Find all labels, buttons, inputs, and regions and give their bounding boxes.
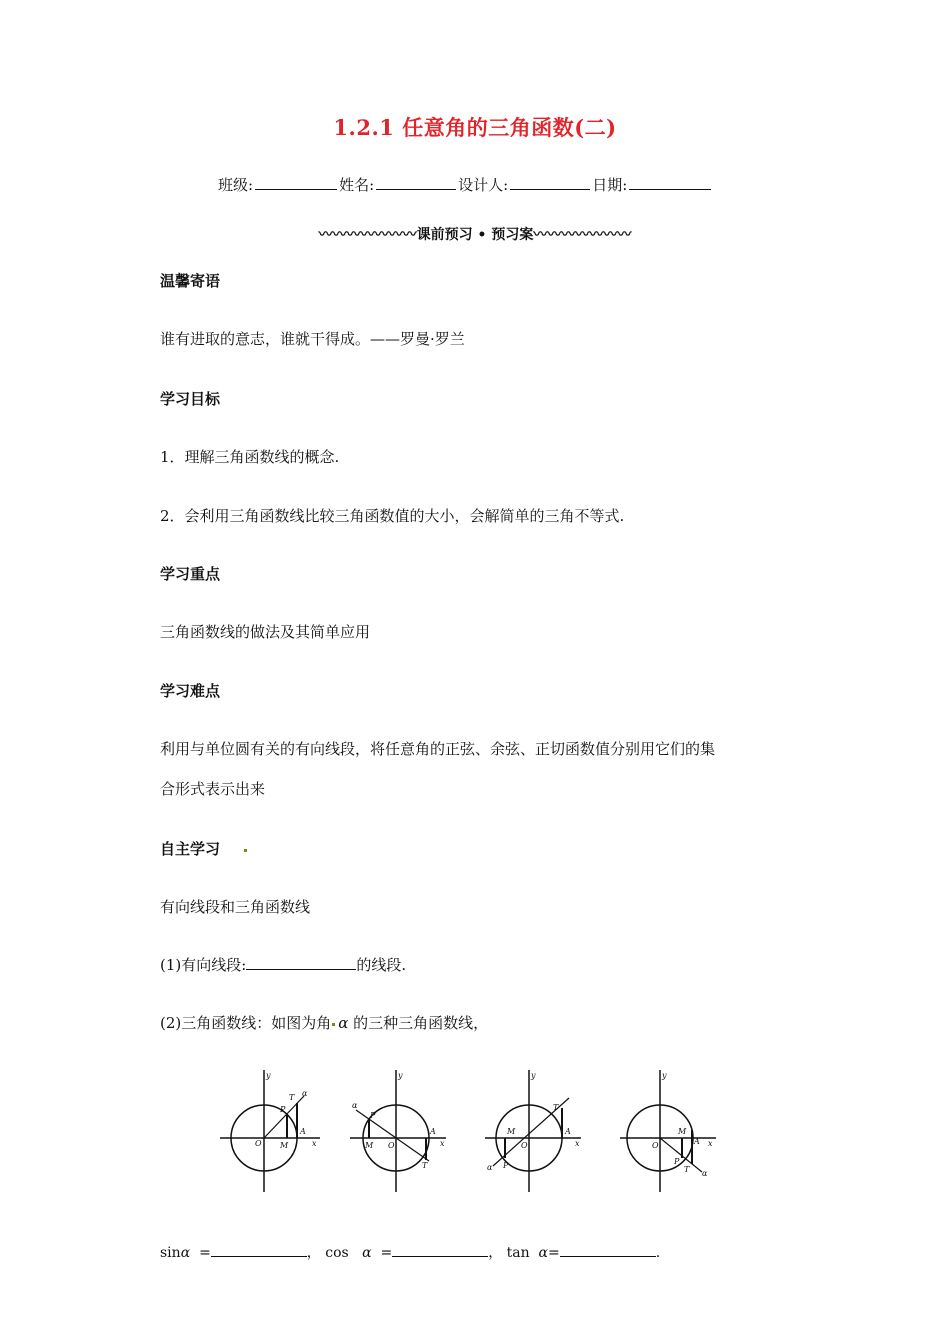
label-y: y <box>531 1071 536 1080</box>
label-y: y <box>398 1071 403 1080</box>
label-alpha: α <box>487 1163 493 1172</box>
cos-blank[interactable] <box>392 1242 488 1257</box>
label-o: O <box>388 1141 395 1150</box>
label-o: O <box>255 1139 262 1148</box>
greeting-text: 谁有进取的意志，谁就干得成。——罗曼·罗兰 <box>160 330 465 348</box>
difficulty-text-2: 合形式表示出来 <box>160 780 266 798</box>
difficulty-heading: 学习难点 <box>160 682 221 700</box>
label-m: M <box>678 1127 687 1136</box>
marker-dot <box>244 849 247 852</box>
figure-quadrant-2-svg <box>350 1068 460 1194</box>
label-m: M <box>365 1141 374 1150</box>
label-p: P <box>280 1105 286 1114</box>
designer-label: 设计人: <box>458 176 509 194</box>
goal-2: 2．会利用三角函数线比较三角函数值的大小，会解简单的三角不等式. <box>160 507 625 525</box>
date-label: 日期: <box>592 176 628 194</box>
tan-blank[interactable] <box>560 1242 656 1257</box>
difficulty-text-1: 利用与单位圆有关的有向线段，将任意角的正弦、余弦、正切函数值分别用它们的集 <box>160 740 716 758</box>
self-study-intro: 有向线段和三角函数线 <box>160 898 311 916</box>
item-2 <box>160 1012 488 1033</box>
label-t: T <box>553 1103 559 1112</box>
item-2-suffix: 的三种三角函数线， <box>348 1014 489 1032</box>
sin-label: sin <box>160 1245 181 1261</box>
figure-quadrant-4 <box>620 1068 730 1198</box>
class-label: 班级: <box>218 176 254 194</box>
label-alpha: α <box>702 1169 708 1178</box>
figure-quadrant-3-svg <box>485 1068 595 1194</box>
label-o: O <box>521 1141 528 1150</box>
figure-quadrant-3 <box>485 1068 595 1198</box>
label-a: A <box>430 1127 436 1136</box>
sep-2: ， <box>488 1245 503 1261</box>
tan-eq: = <box>548 1245 560 1261</box>
greeting-heading: 温馨寄语 <box>160 272 221 290</box>
label-p: P <box>503 1161 509 1170</box>
cos-eq: = <box>380 1245 393 1261</box>
item-1 <box>160 954 406 975</box>
tan-label: tan <box>506 1245 530 1261</box>
label-alpha: α <box>352 1101 358 1110</box>
key-text: 三角函数线的做法及其简单应用 <box>160 623 371 641</box>
info-line <box>218 174 713 195</box>
label-x: x <box>312 1139 317 1148</box>
figure-quadrant-1 <box>220 1068 330 1198</box>
label-p: P <box>674 1157 680 1166</box>
label-x: x <box>708 1139 713 1148</box>
figure-quadrant-2 <box>350 1068 460 1198</box>
key-heading: 学习重点 <box>160 565 221 583</box>
label-o: O <box>652 1141 659 1150</box>
label-a: A <box>300 1127 306 1136</box>
label-t: T <box>422 1161 428 1170</box>
label-t: T <box>289 1093 295 1102</box>
self-study-heading <box>160 838 247 859</box>
date-blank[interactable] <box>629 175 711 190</box>
goals-heading: 学习目标 <box>160 390 221 408</box>
formula-line <box>160 1242 660 1262</box>
item-2-alpha: α <box>338 1014 349 1032</box>
marker-dot-2 <box>332 1023 335 1026</box>
label-y: y <box>266 1071 271 1080</box>
tan-alpha: α <box>538 1245 549 1261</box>
label-a: A <box>565 1127 571 1136</box>
label-t: T <box>684 1165 690 1174</box>
sep-1: ， <box>306 1245 321 1261</box>
figure-quadrant-4-svg <box>620 1068 730 1194</box>
sin-blank[interactable] <box>211 1242 307 1257</box>
label-x: x <box>440 1139 445 1148</box>
cos-alpha: α <box>362 1245 372 1261</box>
section-banner: 〰〰〰〰〰〰〰课前预习 • 预习案〰〰〰〰〰〰〰 <box>318 227 632 243</box>
item-1-suffix: 的线段. <box>356 956 407 974</box>
goal-1: 1．理解三角函数线的概念. <box>160 448 340 466</box>
sin-alpha: α <box>180 1245 191 1261</box>
figure-quadrant-1-svg <box>220 1068 330 1194</box>
label-p: P <box>370 1111 376 1120</box>
label-a: A <box>694 1137 700 1146</box>
label-x: x <box>575 1139 580 1148</box>
sin-eq: = <box>199 1245 211 1261</box>
designer-blank[interactable] <box>510 175 590 190</box>
item-2-prefix: (2)三角函数线：如图为角 <box>160 1014 332 1032</box>
label-alpha: α <box>302 1089 308 1098</box>
class-blank[interactable] <box>255 175 337 190</box>
cos-label: cos <box>325 1245 349 1261</box>
self-study-heading-text: 自主学习 <box>160 840 221 858</box>
formula-end: . <box>655 1245 661 1261</box>
name-blank[interactable] <box>376 175 456 190</box>
label-y: y <box>662 1071 667 1080</box>
item-1-prefix: (1)有向线段: <box>160 956 247 974</box>
page-title: 1.2.1 任意角的三角函数(二) <box>333 115 617 140</box>
item-1-blank[interactable] <box>246 955 356 970</box>
label-m: M <box>280 1141 289 1150</box>
label-m: M <box>507 1127 516 1136</box>
name-label: 姓名: <box>339 176 375 194</box>
